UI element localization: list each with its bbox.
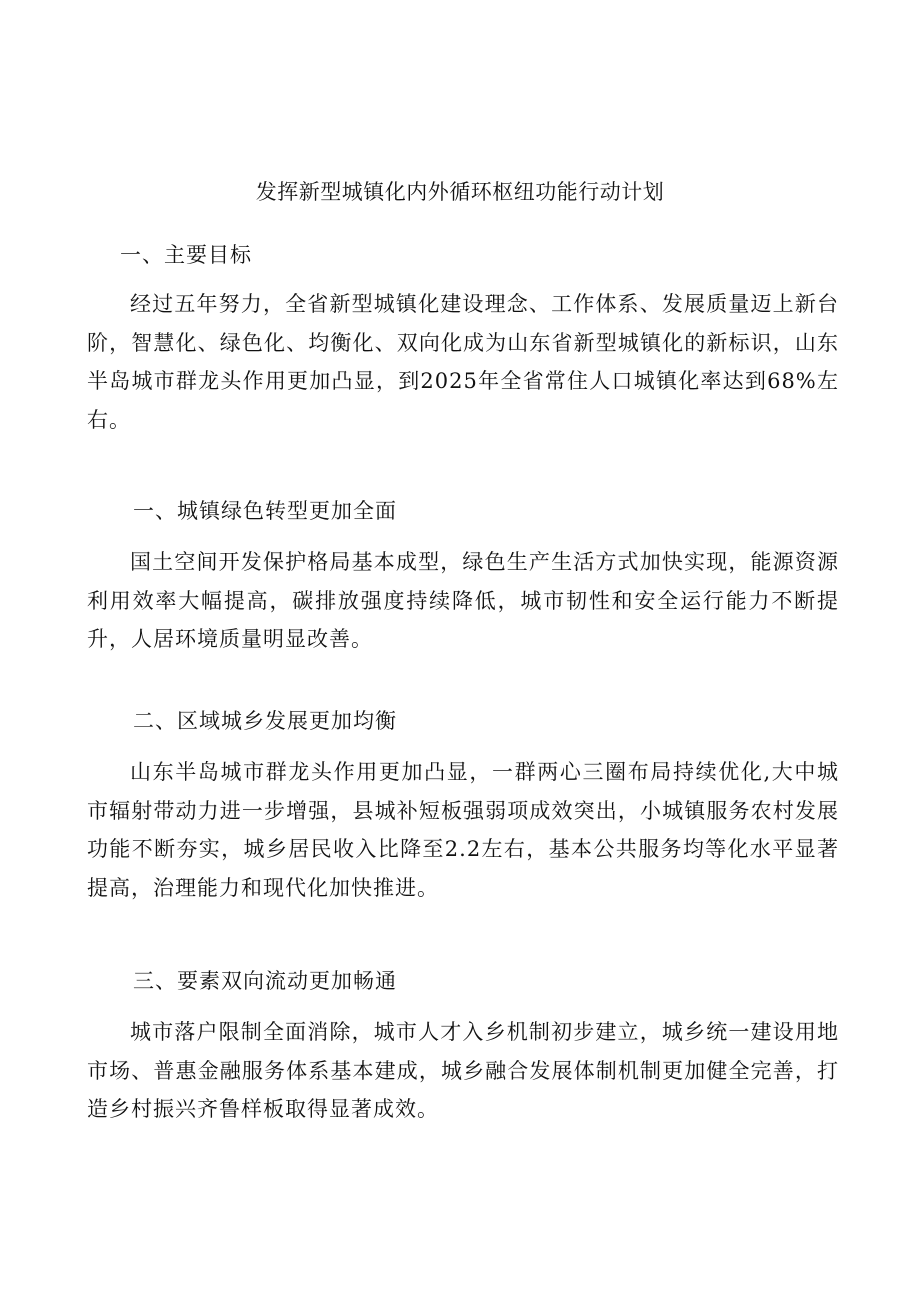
paragraph-main-goals: 经过五年努力，全省新型城镇化建设理念、工作体系、发展质量迈上新台阶，智慧化、绿色化、均衡化、双向化成为山东省新型城镇化的新标识，山东半岛城市群龙头作用更加凸显，到2025年全省常住人口城镇化率达到68%左右。 (87, 292, 839, 433)
section-heading-regional-balance: 二、区域城乡发展更加均衡 (133, 709, 397, 733)
section-heading-main-goals: 一、主要目标 (120, 243, 252, 267)
document-title: 发挥新型城镇化内外循环枢纽功能行动计划 (255, 180, 665, 204)
paragraph-factor-flow: 城市落户限制全面消除，城市人才入乡机制初步建立，城乡统一建设用地市场、普惠金融服务体系基本建成，城乡融合发展体制机制更加健全完善，打造乡村振兴齐鲁样板取得显著成效。 (87, 1020, 839, 1122)
paragraph-regional-balance: 山东半岛城市群龙头作用更加凸显，一群两心三圈布局持续优化,大中城市辐射带动力进一步增强，县城补短板强弱项成效突出，小城镇服务农村发展功能不断夯实，城乡居民收入比降至2.2左右，基本公共服务均等化水平显著提高，治理能力和现代化加快推进。 (87, 760, 839, 901)
section-heading-green-transition: 一、城镇绿色转型更加全面 (133, 499, 397, 523)
section-heading-factor-flow: 三、要素双向流动更加畅通 (133, 969, 397, 993)
paragraph-green-transition: 国土空间开发保护格局基本成型，绿色生产生活方式加快实现，能源资源利用效率大幅提高，碳排放强度持续降低，城市韧性和安全运行能力不断提升，人居环境质量明显改善。 (87, 550, 839, 652)
